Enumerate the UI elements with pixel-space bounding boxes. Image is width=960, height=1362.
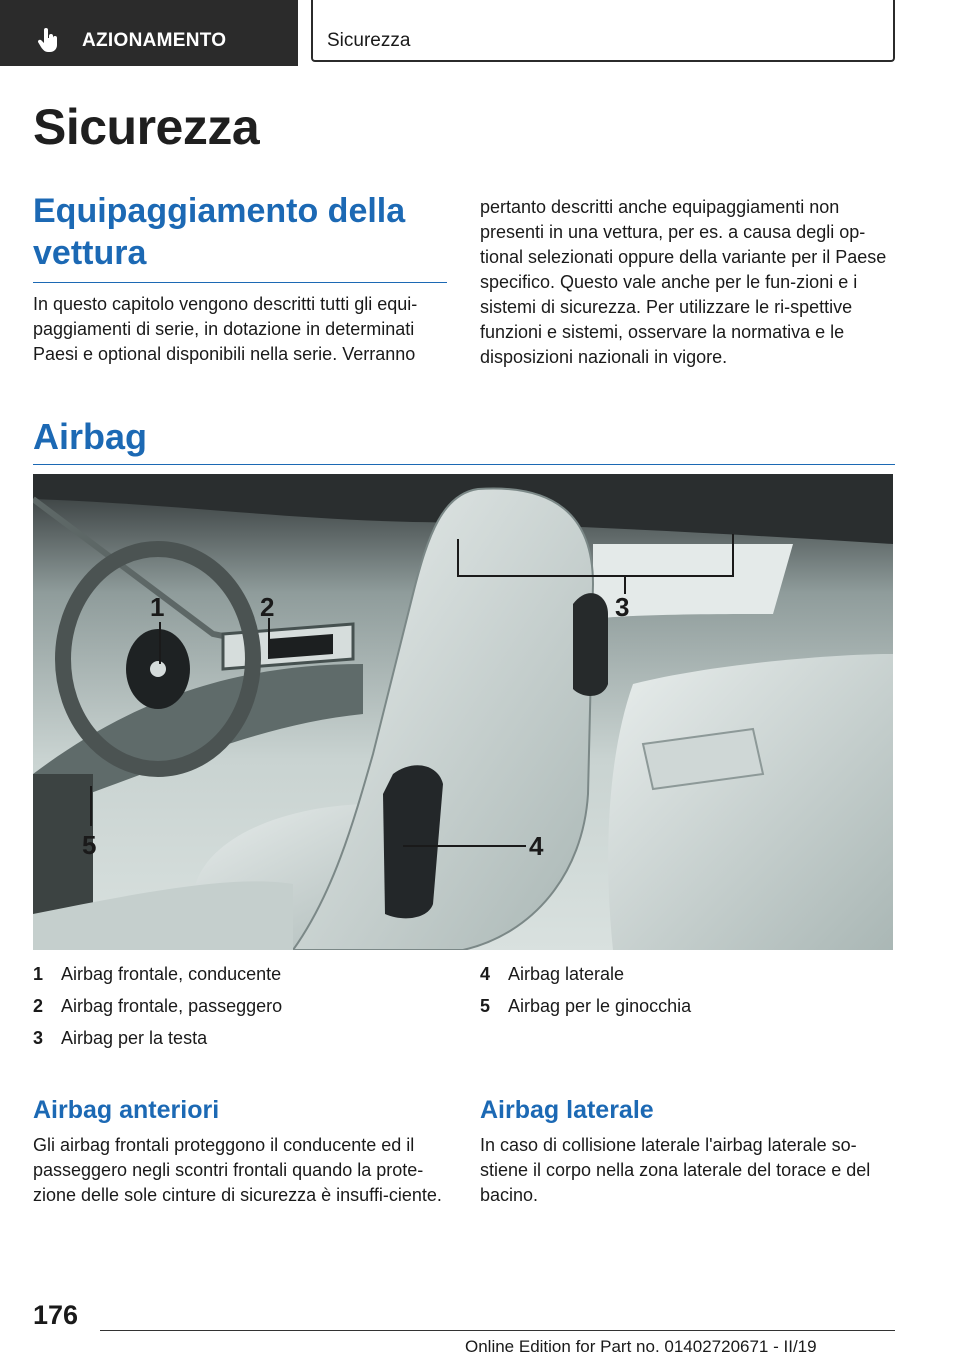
- legend-number: 5: [480, 996, 491, 1016]
- footer-edition: Online Edition for Part no. 01402720671 - II/19: [465, 1337, 817, 1356]
- section-label: AZIONAMENTO: [82, 30, 227, 51]
- section-heading: Equipaggiamento della vettura: [33, 190, 447, 283]
- subsection-label: Sicurezza: [327, 30, 411, 51]
- legend-right: [480, 958, 691, 1022]
- legend-text: Airbag frontale, passeggero: [61, 996, 283, 1016]
- legend-text: Airbag frontale, conducente: [61, 964, 282, 984]
- callout-3: 3: [615, 592, 630, 622]
- page-number: 176: [33, 1300, 79, 1330]
- legend-number: 3: [33, 1028, 44, 1048]
- legend-number: 4: [480, 964, 491, 984]
- side-airbag-heading: Airbag laterale: [480, 1096, 654, 1124]
- side-airbag-text: In caso di collisione laterale l'airbag laterale so-stiene il corpo nella zona laterale del torace e del bacino.: [480, 1135, 871, 1205]
- legend-item: [33, 1022, 282, 1054]
- front-airbags-heading: Airbag anteriori: [33, 1096, 220, 1124]
- intro-text-left: In questo capitolo vengono descritti tutti gli equi-paggiamenti di serie, in dotazione in determinati Paesi e optional disponibili nella serie. Verranno: [33, 294, 418, 364]
- legend-item: [33, 958, 282, 990]
- intro-text-right: pertanto descritti anche equipaggiamenti non presenti in una vettura, per es. a causa degli op-tional selezionati oppure della variante per il Paese specifico. Questo vale anche per le fun-zioni e i sistemi di sicurezza. Per utilizzare le ri-spettive funzioni e sistemi, osservare la normativa e le disposizioni nazionali in vigore.: [480, 197, 887, 367]
- legend-text: Airbag per le ginocchia: [508, 996, 692, 1016]
- page-title: Sicurezza: [33, 99, 260, 155]
- legend-item: [33, 990, 282, 1022]
- callout-5: 5: [82, 830, 97, 860]
- section-tab[interactable]: [0, 0, 298, 66]
- callout-2: 2: [260, 592, 275, 622]
- legend-text: Airbag laterale: [508, 964, 625, 984]
- page-header: [0, 0, 960, 66]
- legend-item: [480, 990, 691, 1022]
- callout-1: 1: [150, 592, 165, 622]
- front-airbags-text: Gli airbag frontali proteggono il conducente ed il passeggero negli scontri frontali quando la prote-zione delle sole cinture di sicurezza è insuffi-ciente.: [33, 1135, 442, 1205]
- footer-divider: [100, 1330, 895, 1331]
- legend-left: [33, 958, 282, 1054]
- legend-text: Airbag per la testa: [61, 1028, 208, 1048]
- airbag-illustration: [33, 474, 893, 950]
- callout-4: 4: [529, 831, 544, 861]
- hand-pointer-icon: [38, 28, 60, 52]
- legend-item: [480, 958, 691, 990]
- subsection-tab[interactable]: [311, 0, 895, 62]
- legend-number: 2: [33, 996, 44, 1016]
- legend-number: 1: [33, 964, 44, 984]
- airbag-heading: Airbag: [33, 416, 895, 465]
